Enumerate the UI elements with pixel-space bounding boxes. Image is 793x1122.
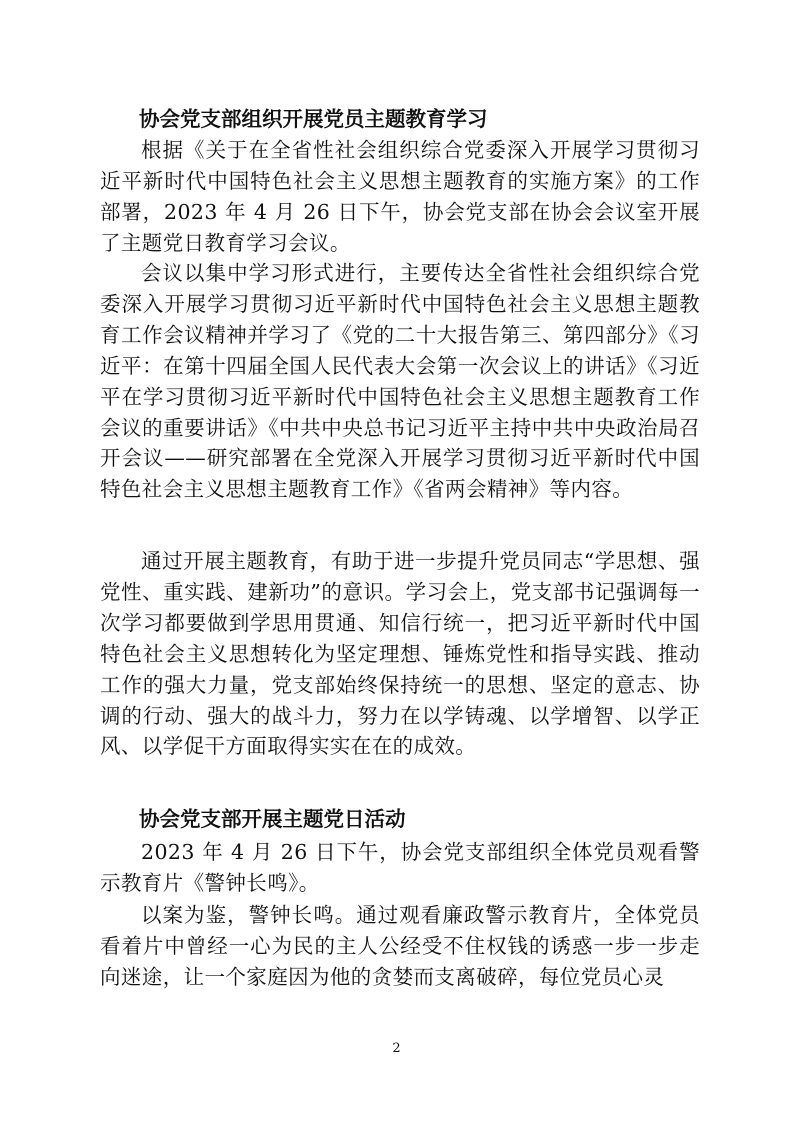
section-1-paragraph-2: 会议以集中学习形式进行，主要传达全省性社会组织综合党委深入开展学习贯彻习近平新时代中国特色社会主义思想主题教育工作会议精神并学习了《党的二十大报告第三、第四部分》《习近平：在第十四届全国人民代表大会第一次会议上的讲话》《习近平在学习贯彻习近平新时代中国特色社会主义思想主题教育工作会议的重要讲话》《中共中央总书记习近平主持中共中央政治局召开会议——研究部署在全党深入开展学习贯彻习近平新时代中国特色社会主义思想主题教育工作》《省两会精神》等内容。	[100, 261, 700, 502]
section-2-title: 协会党支部开展主题党日活动	[139, 807, 406, 831]
page-number: 2	[392, 1041, 401, 1056]
section-2-paragraph-2: 以案为鉴，警钟长鸣。通过观看廉政警示教育片，全体党员看着片中曾经一心为民的主人公经受不住权钱的诱惑一步一步走向迷途，让一个家庭因为他的贪婪而支离破碎，每位党员心灵	[100, 903, 700, 989]
section-1-paragraph-1: 根据《关于在全省性社会组织综合党委深入开展学习贯彻习近平新时代中国特色社会主义思想主题教育的实施方案》的工作部署，2023 年 4 月 26 日下午，协会党支部在协会会议室开展了主题党日教育学习会议。	[100, 138, 700, 255]
section-1-title: 协会党支部组织开展党员主题教育学习	[139, 107, 488, 131]
section-2-paragraph-1: 2023 年 4 月 26 日下午，协会党支部组织全体党员观看警示教育片《警钟长鸣》。	[100, 840, 700, 895]
section-1-paragraph-3: 通过开展主题教育，有助于进一步提升党员同志“学思想、强党性、重实践、建新功”的意识。学习会上，党支部书记强调每一次学习都要做到学思用贯通、知信行统一，把习近平新时代中国特色社会主义思想转化为坚定理想、锤炼党性和指导实践、推动工作的强大力量，党支部始终保持统一的思想、坚定的意志、协调的行动、强大的战斗力，努力在以学铸魂、以学增智、以学正风、以学促干方面取得实实在在的成效。	[100, 549, 700, 759]
